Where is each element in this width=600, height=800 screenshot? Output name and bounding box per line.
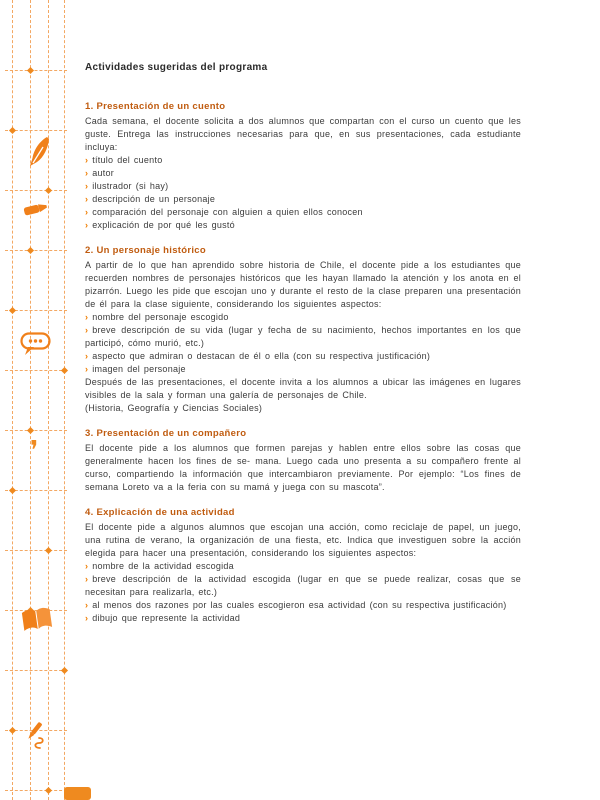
bullet-list (85, 311, 521, 376)
bullet-text: nombre del personaje escogido (92, 312, 229, 322)
list-item (85, 363, 521, 376)
bullet-list (85, 154, 521, 232)
dotted-line (5, 430, 67, 431)
speech-bubble-icon (20, 332, 52, 358)
section-paragraph: Cada semana, el docente solicita a dos alumnos que compartan con el curso un cuento que les guste. Entrega las instrucciones necesarias para que, en sus presentaciones, cada estudiante incluya: (85, 116, 521, 152)
bullet-text: descripción de un personaje (92, 194, 216, 204)
section-presentacion-cuento (85, 101, 521, 232)
dotted-line (5, 790, 67, 791)
diamond-marker (9, 487, 16, 494)
diamond-marker (45, 787, 52, 794)
bullet-marker: › (85, 364, 89, 374)
bullet-marker: › (85, 181, 89, 191)
list-item (85, 154, 521, 167)
bullet-text: autor (92, 168, 115, 178)
margin-decoration (0, 0, 84, 800)
bullet-marker: › (85, 220, 89, 230)
bullet-marker: › (85, 194, 89, 204)
dotted-line (5, 250, 67, 251)
diamond-marker (27, 67, 34, 74)
dotted-line (30, 0, 31, 800)
diamond-marker (9, 307, 16, 314)
bullet-text: título del cuento (92, 155, 163, 165)
section-heading: 2. Un personaje histórico (85, 245, 206, 256)
list-item (85, 167, 521, 180)
section-presentacion-companero (85, 428, 521, 494)
page-title: Actividades sugeridas del programa (85, 62, 268, 73)
list-item (85, 219, 521, 232)
bullet-text: breve descripción de la actividad escogida (lugar en que se puede realizar, cosas que se necesitan para realizarla, etc.) (85, 574, 521, 597)
bullet-marker: › (85, 168, 89, 178)
bullet-marker: › (85, 155, 89, 165)
diamond-marker (9, 127, 16, 134)
bullet-text: explicación de por qué les gustó (92, 220, 235, 230)
section-heading: 4. Explicación de una actividad (85, 507, 235, 518)
comma-icon: ❜ (30, 436, 39, 466)
bullet-text: dibujo que represente la actividad (92, 613, 241, 623)
list-item (85, 599, 521, 612)
dotted-line (5, 550, 67, 551)
section-personaje-historico (85, 245, 521, 415)
quill-icon (26, 136, 52, 168)
list-item (85, 311, 521, 324)
bullet-marker: › (85, 312, 89, 322)
section-heading: 1. Presentación de un cuento (85, 101, 226, 112)
bullet-text: comparación del personaje con alguien a quien ellos conocen (92, 207, 363, 217)
section-paragraph: Después de las presentaciones, el docente invita a los alumnos a ubicar las imágenes en lugares visibles de la sala y forman una galería de personajes de Chile. (85, 377, 521, 400)
diamond-marker (45, 547, 52, 554)
bullet-text: imagen del personaje (92, 364, 186, 374)
list-item (85, 180, 521, 193)
subject-tag: (Historia, Geografía y Ciencias Sociales) (85, 403, 263, 413)
bullet-text: ilustrador (si hay) (92, 181, 169, 191)
diamond-marker (61, 367, 68, 374)
dotted-line (48, 0, 49, 800)
section-paragraph: A partir de lo que han aprendido sobre historia de Chile, el docente pide a los estudiantes que recuerden nombres de personajes históricos que les hayan llamado la atención y los anota en el pizarrón. Luego les pide que escojan uno y durante el resto de la clase preparen una presentación de él para la clase siguiente, considerando los siguientes aspectos: (85, 260, 521, 309)
dotted-line (5, 670, 67, 671)
list-item (85, 560, 521, 573)
bullet-marker: › (85, 613, 89, 623)
marker-icon (22, 198, 50, 220)
bullet-marker: › (85, 561, 89, 571)
section-paragraph: El docente pide a los alumnos que formen parejas y hablen entre ellos sobre las cosas que generalmente hacen los fines de se- mana. Luego cada uno presenta a su compañero frente al curso, compartiendo la información que intercambiaron previamente. Por ejemplo: “Los fines de semana Loreto va a la feria con su mamá y juega con su mascota”. (85, 443, 521, 492)
bullet-marker: › (85, 207, 89, 217)
list-item (85, 206, 521, 219)
dotted-line (5, 190, 67, 191)
page-number-tab (64, 787, 91, 800)
dotted-line (5, 70, 67, 71)
diamond-marker (27, 247, 34, 254)
diamond-marker (61, 667, 68, 674)
bullet-marker: › (85, 600, 89, 610)
bullet-marker: › (85, 574, 89, 584)
diamond-marker (27, 427, 34, 434)
list-item (85, 193, 521, 206)
bullet-text: al menos dos razones por las cuales escogieron esa actividad (con su respectiva justificación) (92, 600, 507, 610)
diamond-marker (9, 727, 16, 734)
list-item (85, 612, 521, 625)
document-content (85, 62, 521, 638)
list-item (85, 350, 521, 363)
brush-icon (22, 720, 52, 754)
bullet-text: aspecto que admiran o destacan de él o ella (con su respectiva justificación) (92, 351, 431, 361)
bullet-list (85, 560, 521, 625)
bullet-marker: › (85, 351, 89, 361)
section-paragraph: El docente pide a algunos alumnos que escojan una acción, como reciclaje de papel, un juego, una rutina de verano, la organización de una fiesta, etc. Indica que investiguen sobre la acción elegida para hacer una presentación, considerando los siguientes aspectos: (85, 522, 521, 558)
bullet-text: breve descripción de su vida (lugar y fecha de su nacimiento, hechos importantes en los que participó, cómo murió, etc.) (85, 325, 521, 348)
bullet-text: nombre de la actividad escogida (92, 561, 234, 571)
dotted-line (12, 0, 13, 800)
section-heading: 3. Presentación de un compañero (85, 428, 247, 439)
bullet-marker: › (85, 325, 89, 335)
list-item (85, 324, 521, 350)
dotted-line (64, 0, 65, 800)
section-explicacion-actividad (85, 507, 521, 625)
list-item (85, 573, 521, 599)
dotted-line (5, 370, 67, 371)
diamond-marker (45, 187, 52, 194)
open-book-icon (20, 606, 54, 634)
